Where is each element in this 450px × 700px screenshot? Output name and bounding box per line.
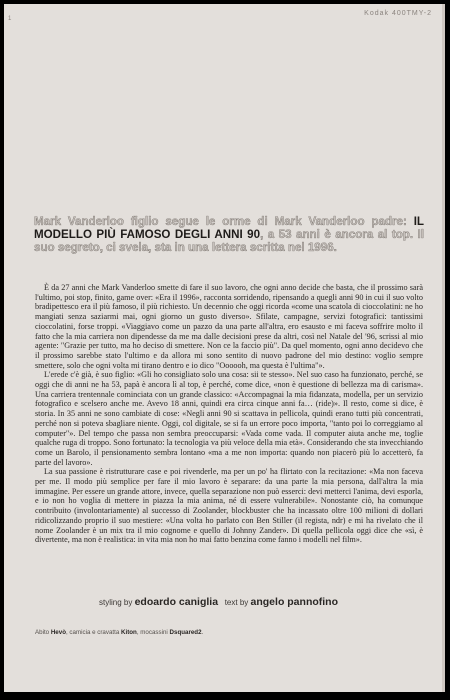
lead-intro: Mark Vanderloo figlio segue le orme di Mark Vanderloo padre: xyxy=(34,215,407,228)
text-label: text by xyxy=(224,598,249,607)
caption-prefix: Abito xyxy=(35,629,50,636)
caption-mid: , camicia e cravatta xyxy=(65,629,120,636)
caption-brand-2: Kiton xyxy=(121,629,137,636)
styling-label: styling by xyxy=(99,598,133,607)
film-edge-label: Kodak 400TMY-2 xyxy=(364,10,432,17)
outfit-caption xyxy=(35,629,415,636)
caption-brand-3: Dsquared2 xyxy=(169,629,202,636)
body-paragraph-2: L'erede c'è già, è suo figlio: «Gli ho consigliato solo una cosa: sii te stesso». Nel suo caso ha funzionato, perché, se oggi che di anni ne ha 53, papà è ancora lì al top, è perché, come dice, «non è questione di bellezza ma di carisma». Una carriera trentennale cominciata con un grande classico: «Accompagnai la mia fidanzata, modella, per un servizio fotografico e scelsero anche me. Avevo 18 anni, quindi era circa cinque anni fa… (ride)». Il resto, come si dice, è storia. In 35 anni ne sono cambiate di cose: «Negli anni 90 si scattava in pellicola, quindi erano tutti più concentrati, perché non si poteva sbagliare niente. Oggi, col digitale, se si fa un errore poco importa, "tanto poi lo correggiamo al computer"». Del tempo che passa non sembra preoccuparsi: «Vada come vada. Il computer aiuta anche me, toglie qualche ruga di troppo. Sono fortunato: la tecnologia va più veloce della mia età». Considerando che sta invecchiando come un Barolo, il pensionamento sembra lontano «ma a me non importa: quando non piacerò più lo accetterò, fa parte del lavoro». xyxy=(35,370,423,467)
article-credits xyxy=(99,596,399,608)
caption-brand-1: Hevò xyxy=(50,629,66,636)
lead-highlight: IL MODELLO PIÙ FAMOSO DEGLI ANNI 90 xyxy=(34,215,424,242)
article-lead xyxy=(34,215,424,255)
styling-name: edoardo caniglia xyxy=(134,596,219,608)
article-body xyxy=(35,283,423,545)
film-corner-mark: 1 xyxy=(8,16,12,22)
magazine-page xyxy=(4,4,445,692)
lead-rest: , a 53 anni è ancora al top. Il suo segreto, ci svela, sta in una lettera scritta nel 1996. xyxy=(34,228,424,255)
body-paragraph-1: È da 27 anni che Mark Vanderloo smette di fare il suo lavoro, che ogni anno decide che basta, che il prossimo sarà l'ultimo, poi stop, finito, game over: «Era il 1996», racconta sorridendo, ripensando a quegli anni 90 in cui il suo volto bradipettesco era il più famoso, il più richiesto. Un decennio che oggi ricorda «come una scatola di cioccolatini: ne ho mangiati senza saziarmi mai, ogni giorno un gusto diverso». Sfilate, campagne, servizi fotografici: tantissimi cioccolatini, forse troppi. «Viaggiavo come un pazzo da una parte all'altra, ero esausto e mi faceva soffrire molto il fatto che la mia carriera non dipendesse da me ma dalle decisioni prese da altri, così nel Natale del '96, scrissi al mio agente: "Grazie per tutto, ma ho deciso di smettere. Non ce la faccio più". Da quel momento, ogni anno decidevo che il prossimo sarebbe stato l'ultimo e da allora mi sono sentito di nuovo padrone del mio destino: voglio sempre smettere, solo che ogni volta mi tirano dentro e io dico "Oooooh, ma questa è l'ultima"». xyxy=(35,283,423,370)
body-paragraph-3: La sua passione è ristrutturare case e poi rivenderle, ma per un po' ha flirtato con la recitazione: «Ma non faceva per me. Il modo più semplice per fare il mio lavoro è separare: da una parte la mia persona, dall'altra la mia immagine. Per essere un grande attore, invece, quella separazione non può esserci: devi metterci l'anima, devi esporla, e io non ho voglia di mettere in piazza la mia anima, né di essere vulnerabile». Nonostante ciò, ha comunque contribuito (involontariamente) al successo di Zoolander, blockbuster che ha incassato oltre 100 milioni di dollari ridicolizzando proprio il suo mestiere: «Una volta ho parlato con Ben Stiller (il regista, ndr) e mi ha rivelato che il nome Zoolander è un mix tra il mio cognome e quello di Johnny Zander». Di quella pellicola oggi dice che «sì, è divertente, ma non è realistica: in vita mia non ho mai fatto benzina come fanno i modelli nel film». xyxy=(35,467,423,545)
caption-end: . xyxy=(201,629,204,636)
caption-mid-2: , mocassini xyxy=(136,629,168,636)
text-name: angelo pannofino xyxy=(250,596,339,608)
